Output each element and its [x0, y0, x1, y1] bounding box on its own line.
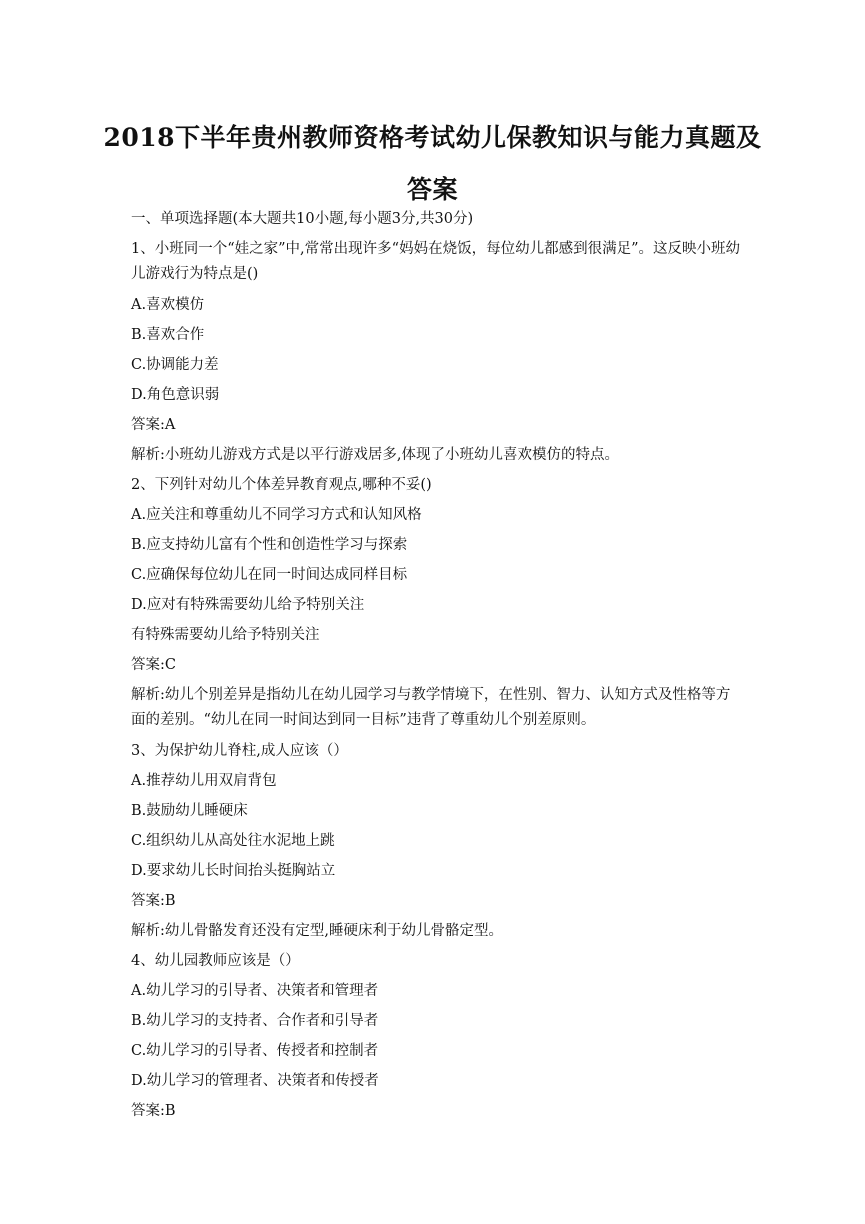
question-1-stem: 1、小班同一个“娃之家”中,常常出现许多“妈妈在烧饭，每位幼儿都感到很满足”。这反映小班幼儿游戏行为特点是() — [131, 241, 740, 282]
question-1-analysis: 解析:小班幼儿游戏方式是以平行游戏居多,体现了小班幼儿喜欢模仿的特点。 — [131, 447, 619, 463]
question-2-option-a: A.应关注和尊重幼儿不同学习方式和认知风格 — [131, 507, 422, 523]
question-3-option-d: D.要求幼儿长时间抬头挺胸站立 — [131, 863, 336, 879]
question-1-option-b: B.喜欢合作 — [131, 327, 205, 343]
question-4-stem: 4、幼儿园教师应该是（） — [131, 953, 300, 969]
question-4-option-a: A.幼儿学习的引导者、决策者和管理者 — [131, 983, 379, 999]
question-1-option-a: A.喜欢模仿 — [131, 297, 205, 313]
question-4-option-c: C.幼儿学习的引导者、传授者和控制者 — [131, 1043, 379, 1059]
question-3-answer: 答案:B — [131, 893, 176, 909]
question-3-option-c: C.组织幼儿从高处往水泥地上跳 — [131, 833, 335, 849]
title-line-1: 2018下半年贵州教师资格考试幼儿保教知识与能力真题及 — [103, 123, 762, 152]
question-1-answer: 答案:A — [131, 417, 176, 433]
question-2-stem: 2、下列针对幼儿个体差异教育观点,哪种不妥() — [131, 477, 432, 493]
question-3-option-b: B.鼓励幼儿睡硬床 — [131, 803, 248, 819]
question-4-option-d: D.幼儿学习的管理者、决策者和传授者 — [131, 1073, 379, 1089]
question-4-option-b: B.幼儿学习的支持者、合作者和引导者 — [131, 1013, 379, 1029]
question-2-extra-line: 有特殊需要幼儿给予特别关注 — [131, 627, 320, 643]
question-3-stem: 3、为保护幼儿脊柱,成人应该（） — [131, 743, 348, 759]
question-2-answer: 答案:C — [131, 657, 176, 673]
question-4-answer: 答案:B — [131, 1103, 176, 1119]
question-1-option-c: C.协调能力差 — [131, 357, 219, 373]
question-1-option-d: D.角色意识弱 — [131, 387, 220, 403]
question-3-option-a: A.推荐幼儿用双肩背包 — [131, 773, 277, 789]
question-2-option-b: B.应支持幼儿富有个性和创造性学习与探索 — [131, 537, 408, 553]
question-2-analysis: 解析:幼儿个别差异是指幼儿在幼儿园学习与教学情境下，在性别、智力、认知方式及性格等方面的差别。“幼儿在同一时间达到同一目标”违背了尊重幼儿个别差原则。 — [131, 687, 731, 728]
question-2-option-c: C.应确保每位幼儿在同一时间达成同样目标 — [131, 567, 408, 583]
document-body — [131, 207, 741, 1129]
question-3-analysis: 解析:幼儿骨骼发育还没有定型,睡硬床利于幼儿骨骼定型。 — [131, 923, 503, 939]
section-heading: 一、单项选择题(本大题共10小题,每小题3分,共30分) — [131, 211, 474, 227]
title-line-2: 答案 — [406, 175, 458, 204]
document-title — [100, 112, 765, 216]
question-2-option-d: D.应对有特殊需要幼儿给予特别关注 — [131, 597, 365, 613]
